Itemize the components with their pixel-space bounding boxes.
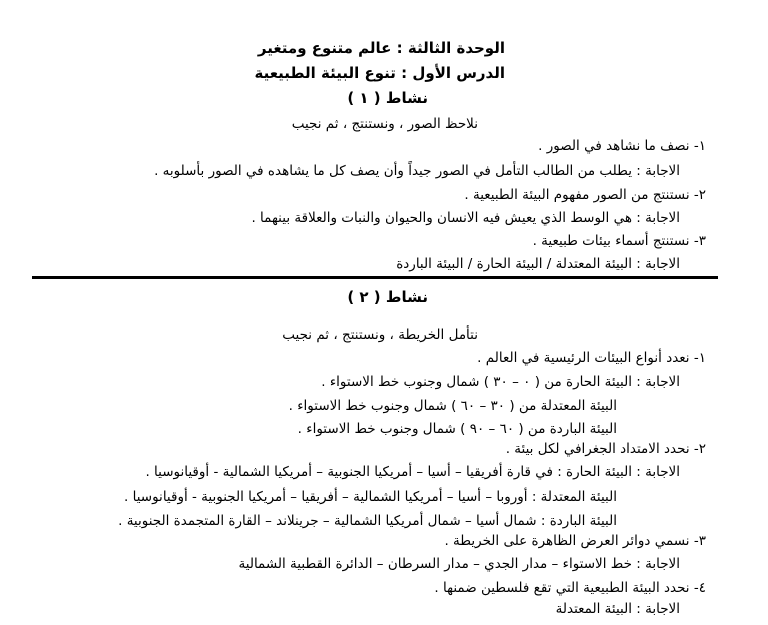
activity2-answer-2-line-3: البيئة الباردة : شمال أسيا – شمال أمريكيا الشمالية – جرينلاند – القارة المتجمدة الجنوبية . bbox=[118, 513, 617, 529]
activity1-answer-1: الاجابة : يطلب من الطالب التأمل في الصور جيداً وأن يصف كل ما يشاهده في الصور بأسلوبه . bbox=[154, 163, 680, 179]
activity1-question-1: ١- نصف ما نشاهد في الصور . bbox=[538, 138, 706, 154]
activity2-intro: نتأمل الخريطة ، ونستنتج ، ثم نجيب bbox=[282, 327, 478, 343]
unit-title: الوحدة الثالثة : عالم متنوع ومتغير bbox=[257, 39, 505, 57]
activity2-answer-1-line-3: البيئة الباردة من ( ٦٠ – ٩٠ ) شمال وجنوب خط الاستواء . bbox=[297, 421, 617, 437]
lesson-title: الدرس الأول : تنوع البيئة الطبيعية bbox=[254, 64, 505, 82]
activity2-question-2: ٢- نحدد الامتداد الجغرافي لكل بيئة . bbox=[505, 441, 706, 457]
activity2-answer-2-line-2: البيئة المعتدلة : أوروبا – أسيا – أمريكيا الشمالية – أفريقيا – أمريكيا الجنوبية - أوقيانوسيا . bbox=[124, 489, 617, 505]
activity1-intro: نلاحظ الصور ، ونستنتج ، ثم نجيب bbox=[291, 116, 478, 132]
activity2-question-4: ٤- نحدد البيئة الطبيعية التي تقع فلسطين ضمنها . bbox=[434, 580, 706, 596]
activity2-answer-3: الاجابة : خط الاستواء – مدار الجدي – مدار السرطان – الدائرة القطبية الشمالية bbox=[238, 556, 680, 572]
activity2-title: نشاط ( ٢ ) bbox=[347, 288, 428, 306]
activity1-question-3: ٣- نستنتج أسماء بيئات طبيعية . bbox=[532, 233, 706, 249]
activity2-answer-1-line-1: الاجابة : البيئة الحارة من ( ٠ – ٣٠ ) شمال وجنوب خط الاستواء . bbox=[321, 374, 680, 390]
activity2-question-1: ١- نعدد أنواع البيئات الرئيسية في العالم . bbox=[477, 350, 706, 366]
activity2-answer-2-line-1: الاجابة : البيئة الحارة : في قارة أفريقيا – أسيا – أمريكيا الجنوبية – أمريكيا الشمالية - أوقيانوسيا . bbox=[145, 464, 680, 480]
section-divider bbox=[32, 276, 718, 279]
activity2-question-3: ٣- نسمي دوائر العرض الظاهرة على الخريطة . bbox=[444, 533, 706, 549]
activity2-answer-1-line-2: البيئة المعتدلة من ( ٣٠ – ٦٠ ) شمال وجنوب خط الاستواء . bbox=[288, 398, 617, 414]
activity1-title: نشاط ( ١ ) bbox=[347, 89, 428, 107]
activity2-answer-4: الاجابة : البيئة المعتدلة bbox=[555, 601, 680, 617]
activity1-answer-2: الاجابة : هي الوسط الذي يعيش فيه الانسان والحيوان والنبات والعلاقة بينهما . bbox=[251, 210, 680, 226]
activity1-answer-3: الاجابة : البيئة المعتدلة / البيئة الحارة / البيئة الباردة bbox=[396, 256, 680, 272]
activity1-question-2: ٢- نستنتج من الصور مفهوم البيئة الطبيعية . bbox=[464, 187, 706, 203]
